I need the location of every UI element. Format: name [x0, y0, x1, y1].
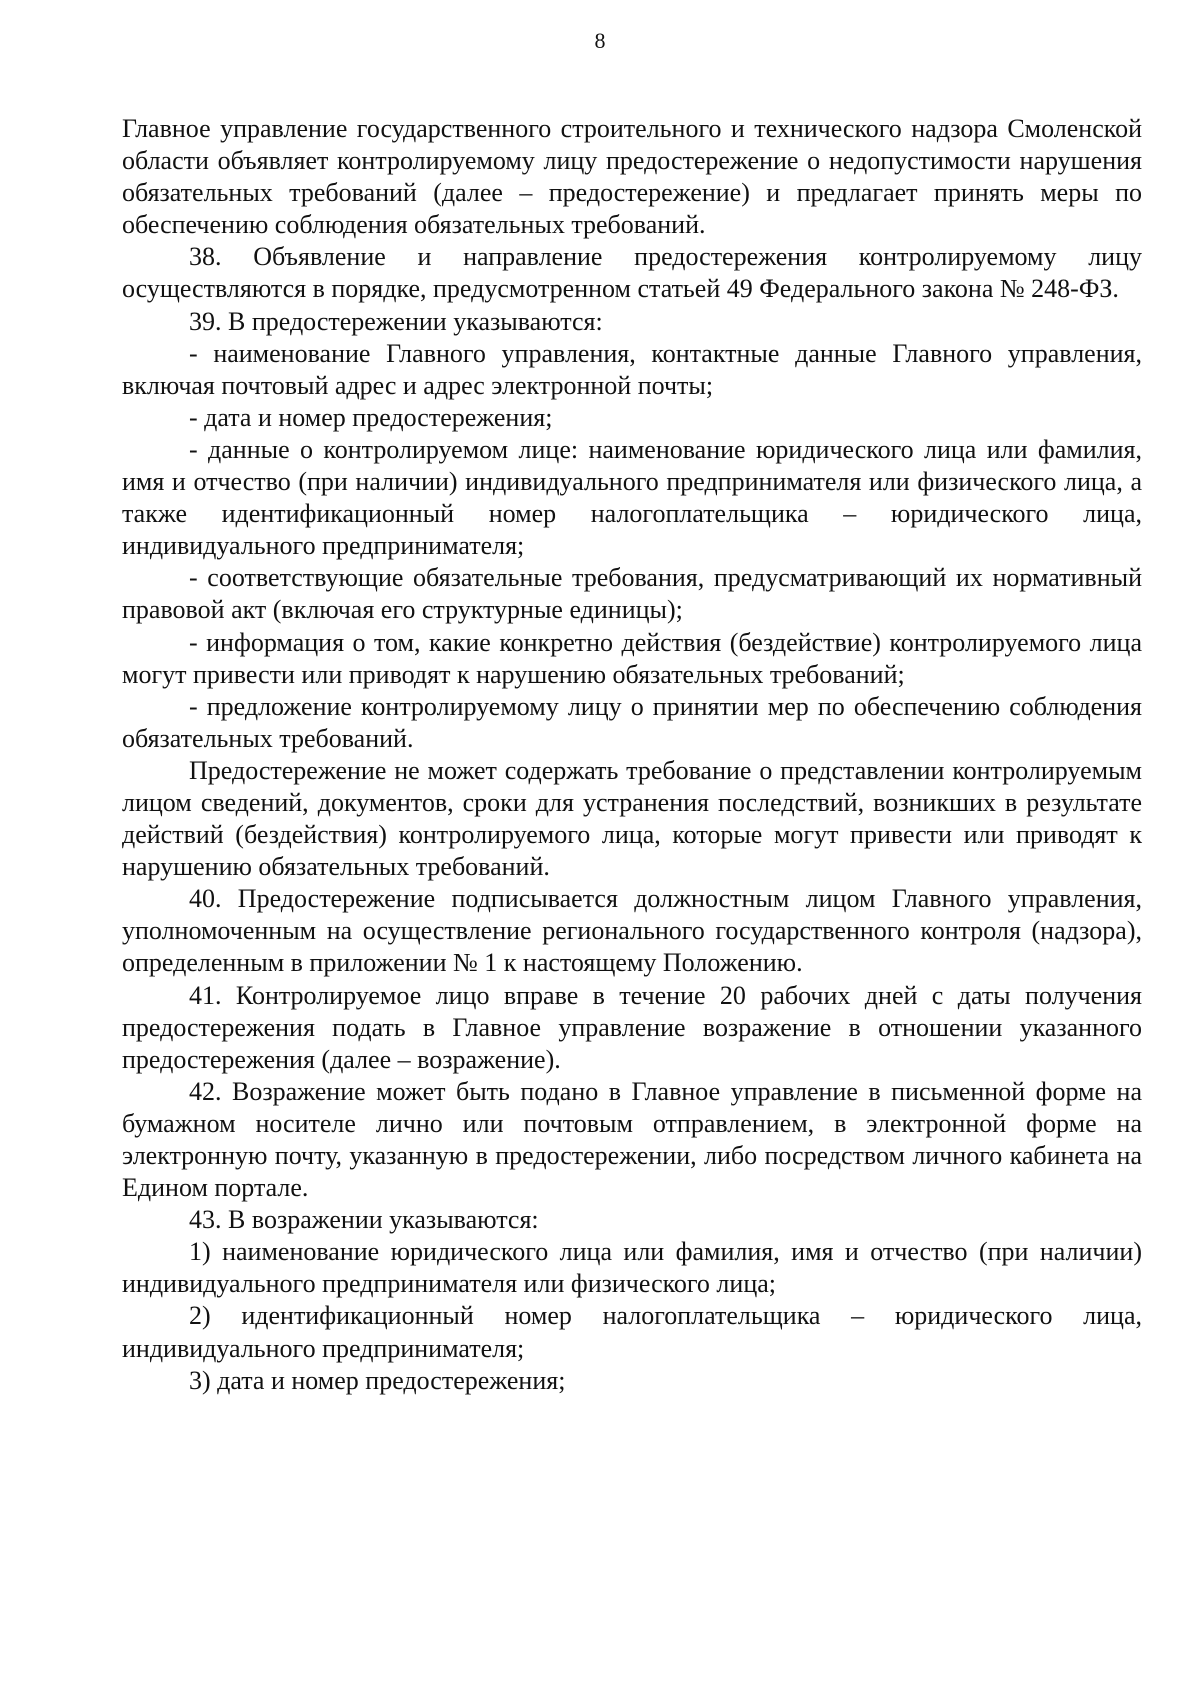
list-item-warning-date-number: - дата и номер предостережения; — [189, 402, 553, 432]
page-number: 8 — [594, 28, 606, 53]
paragraph-39-heading: 39. В предостережении указываются: — [189, 306, 603, 336]
paragraph-40: 40. Предостережение подписывается должностным лицом Главного управления, уполномоченным на осуществление регионального государственного контроля (надзора), определенным в приложении № 1 к настоящему Положению. — [122, 884, 1142, 978]
list-item-management-name: - наименование Главного управления, контактные данные Главного управления, включая почтовый адрес и адрес электронной почты; — [122, 338, 1142, 400]
list-item-2: 2) идентификационный номер налогоплательщика – юридического лица, индивидуального предпринимателя; — [122, 1301, 1142, 1363]
list-item-3: 3) дата и номер предостережения; — [189, 1365, 566, 1395]
paragraph-41: 41. Контролируемое лицо вправе в течение 20 рабочих дней с даты получения предостережения подать в Главное управление возражение в отношении указанного предостережения (далее – возражение). — [122, 980, 1142, 1074]
list-item-controlled-person-data: - данные о контролируемом лице: наименование юридического лица или фамилия, имя и отчество (при наличии) индивидуального предпринимателя или физического лица, а также идентификационный номер налогоплательщика – юридического лица, индивидуального предпринимателя; — [122, 434, 1142, 561]
paragraph-warning-restrictions: Предостережение не может содержать требование о представлении контролируемым лицом сведений, документов, сроки для устранения последствий, возникших в результате действий (бездействия) контролируемого лица, которые могут привести или приводят к нарушению обязательных требований. — [122, 755, 1142, 882]
list-item-actions-info: - информация о том, какие конкретно действия (бездействие) контролируемого лица могут привести или приводят к нарушению обязательных требований; — [122, 627, 1142, 689]
paragraph-38: 38. Объявление и направление предостережения контролируемому лицу осуществляются в порядке, предусмотренном статьей 49 Федерального закона № 248-ФЗ. — [122, 242, 1142, 304]
list-item-1: 1) наименование юридического лица или фамилия, имя и отчество (при наличии) индивидуального предпринимателя или физического лица; — [122, 1237, 1142, 1299]
list-item-proposal: - предложение контролируемому лицу о принятии мер по обеспечению соблюдения обязательных требований. — [122, 691, 1142, 753]
document-body — [122, 113, 1142, 1397]
list-item-mandatory-requirements: - соответствующие обязательные требования, предусматривающий их нормативный правовой акт (включая его структурные единицы); — [122, 563, 1142, 625]
paragraph-43-heading: 43. В возражении указываются: — [189, 1205, 539, 1235]
paragraph-intro: Главное управление государственного строительного и технического надзора Смоленской области объявляет контролируемому лицу предостережение о недопустимости нарушения обязательных требований (далее – предостережение) и предлагает принять меры по обеспечению соблюдения обязательных требований. — [122, 114, 1142, 240]
paragraph-42: 42. Возражение может быть подано в Главное управление в письменной форме на бумажном носителе лично или почтовым отправлением, в электронной форме на электронную почту, указанную в предостережении, либо посредством личного кабинета на Едином портале. — [122, 1076, 1142, 1203]
